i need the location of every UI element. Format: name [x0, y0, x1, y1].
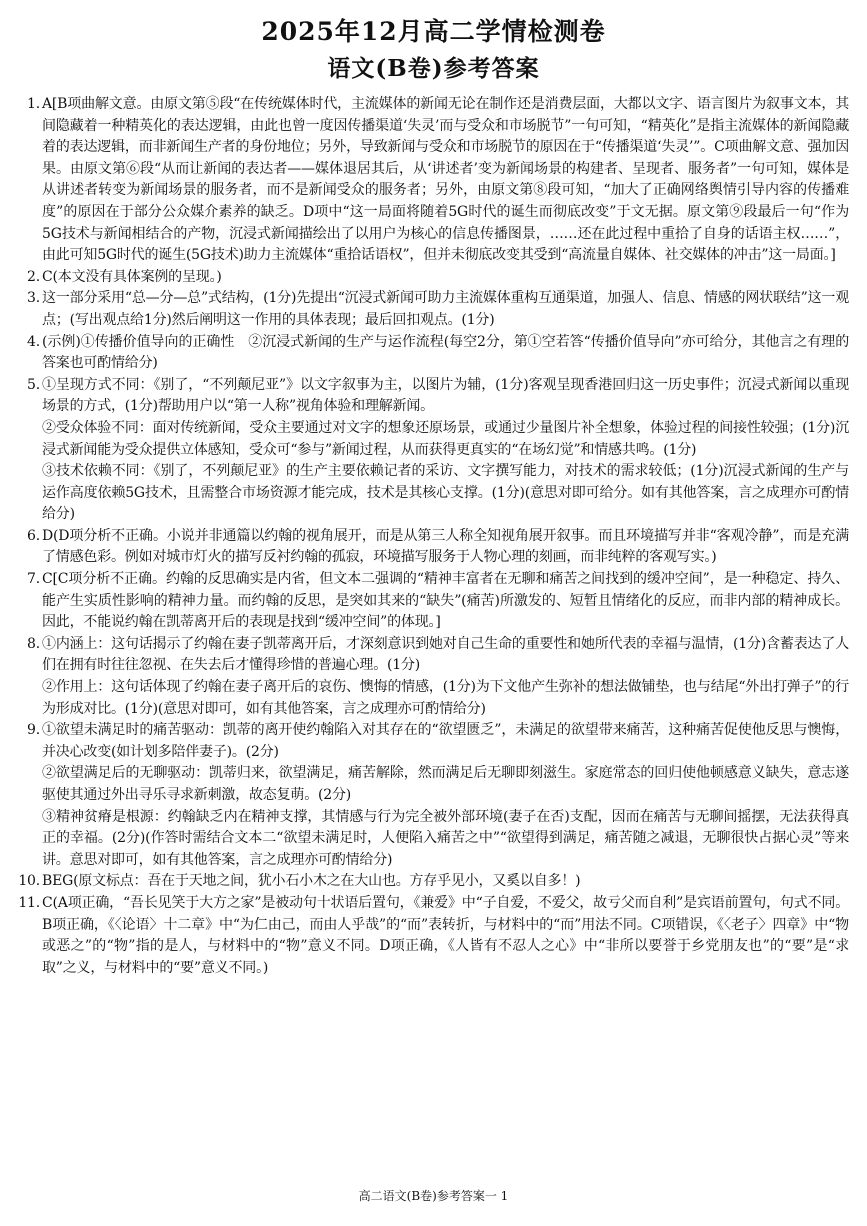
answer-text [42, 288, 849, 331]
answer-paragraph: D(D项分析不正确。小说并非通篇以约翰的视角展开，而是从第三人称全知视角展开叙事。而且环境描写并非“客观冷静”，而是充满了情感色彩。例如对城市灯火的描写反衬约翰的孤寂，环境描写服务于人物心理的刻画，而非纯粹的客观写实。) [42, 527, 849, 566]
answer-text [42, 332, 849, 375]
answer-paragraph: ①欲望未满足时的痛苦驱动：凯蒂的离开使约翰陷入对其存在的“欲望匮乏”，未满足的欲望带来痛苦，这种痛苦促使他反思与懊悔，并决心改变(如计划多陪伴妻子)。(2分) [42, 722, 849, 760]
answer-number: 10. [18, 873, 40, 890]
answer-item [18, 871, 849, 893]
answer-number: 9. [27, 722, 40, 739]
answer-text [42, 267, 849, 289]
answer-paragraph: ②欲望满足后的无聊驱动：凯蒂归来，欲望满足，痛苦解除，然而满足后无聊即刻滋生。家庭常态的回归使他顿感意义缺失，意志遂驱使其通过外出寻乐寻求新刺激，故态复萌。(2分) [42, 765, 849, 803]
answer-number: 7. [27, 571, 40, 588]
answer-paragraph: ①呈现方式不同：《别了，“不列颠尼亚”》以文字叙事为主，以图片为辅，(1分)客观呈现香港回归这一历史事件；沉浸式新闻以重现场景的方式，(1分)帮助用户以“第一人称”视角体验和理解新闻。 [42, 376, 849, 415]
answer-paragraph: A[B项曲解文意。由原文第⑤段“在传统媒体时代，主流媒体的新闻无论在制作还是消费层面，大都以文字、语言图片为叙事文本，其间隐藏着一种精英化的表达逻辑，由此也曾一度因传播渠道‘失灵’而与受众和市场脱节”一句可知，“精英化”是指主流媒体的新闻隐藏着的表达逻辑，而非新闻生产者的身份地位；另外，导致新闻与受众和市场脱节的原因在于“传播渠道‘失灵’”。C项曲解文意、强加因果。由原文第⑥段“从而让新闻的表达者——媒体退居其后，从‘讲述者’变为新闻场景的构建者、呈现者、服务者”一句可知，媒体是从讲述者转变为新闻场景的服务者，而不是新闻受众的服务者；另外，由原文第⑧段可知，“加大了正确网络舆情引导内容的传播难度”的原因在于部分公众媒介素养的缺乏。D项中“这一局面将随着5G时代的诞生而彻底改变”于文无据。原文第⑨段最后一句“作为5G技术与新闻相结合的产物，沉浸式新闻描绘出了以用户为核心的信息传播图景，……还在此过程中重拾了自身的话语主权……”，由此可知5G时代的诞生(5G技术)助力主流媒体“重拾话语权”，但并未彻底改变其受到“高流量自媒体、社交媒体的冲击”这一局面。] [42, 96, 849, 264]
answer-paragraph: C[C项分析不正确。约翰的反思确实是内省，但文本二强调的“精神丰富者在无聊和痛苦之间找到的缓冲空间”，是一种稳定、持久、能产生实质性影响的精神力量。而约翰的反思，是突如其来的“缺失”(痛苦)所激发的、短暂且情绪化的反应，而非内部的精神成长。因此，不能说约翰在凯蒂离开后的表现是找到“缓冲空间”的体现。] [42, 571, 849, 631]
answer-number: 4. [27, 333, 40, 350]
page-subtitle: 语文(B卷)参考答案 [327, 55, 540, 82]
answer-text [42, 720, 849, 871]
answer-paragraph: ③精神贫瘠是根源：约翰缺乏内在精神支撑，其情感与行为完全被外部环境(妻子在否)支配，因而在痛苦与无聊间摇摆，无法获得真正的幸福。(2分)(作答时需结合文本二“欲望未满足时，人便陷入痛苦之中”“欲望得到满足，痛苦随之减退，无聊很快占据心灵”等来讲。意思对即可，如有其他答案，言之成理亦可酌情给分) [42, 808, 849, 868]
answer-paragraph: ①内涵上：这句话揭示了约翰在妻子凯蒂离开后，才深刻意识到她对自己生命的重要性和她所代表的幸福与温情，(1分)含蓄表达了人们在拥有时往往忽视、在失去后才懂得珍惜的普遍心理。(1分) [42, 635, 849, 674]
answer-paragraph: 这一部分采用“总—分—总”式结构，(1分)先提出“沉浸式新闻可助力主流媒体重构互通渠道，加强人、信息、情感的网状联结”这一观点；(写出观点给1分)然后阐明这一作用的具体表现；最后回扣观点。(1分) [42, 290, 849, 328]
page-title: 2025年12月高二学情检测卷 [261, 17, 606, 46]
answer-text [42, 94, 849, 267]
answer-paragraph: (示例)①传播价值导向的正确性 ②沉浸式新闻的生产与运作流程(每空2分，第①空若答“传播价值导向”亦可给分，其他言之有理的答案也可酌情给分) [42, 333, 849, 372]
answer-item [18, 288, 849, 331]
answer-text [42, 375, 849, 526]
answer-item [18, 569, 849, 634]
answer-paragraph: ②作用上：这句话体现了约翰在妻子离开后的哀伤、懊悔的情感，(1分)为下文他产生弥补的想法做铺垫，也与结尾“外出打弹子”的行为形成对比。(1分)(意思对即可，如有其他答案，言之成理亦可酌情给分) [42, 679, 849, 717]
answer-paragraph: BEG(原文标点：吾在于天地之间，犹小石小木之在大山也。方存乎见小，又奚以自多！) [42, 873, 581, 890]
answer-text [42, 526, 849, 569]
answer-item [18, 94, 849, 267]
answer-number: 1. [27, 96, 40, 112]
answer-text [42, 871, 849, 893]
answer-item [18, 893, 849, 979]
answer-paragraph: ②受众体验不同：面对传统新闻，受众主要通过对文字的想象还原场景，或通过少量图片补全想象，体验过程的间接性较强；(1分)沉浸式新闻能为受众提供立体感知，受众可“参与”新闻过程，从而获得更真实的“在场幻觉”和情感共鸣。(1分) [42, 419, 849, 458]
answer-item [18, 267, 849, 289]
answers-list [18, 94, 849, 979]
page-footer: 高二语文(B卷)参考答案一 1 [358, 1189, 509, 1203]
answer-number: 5. [27, 376, 40, 393]
answer-paragraph: C(本文没有具体案例的呈现。) [42, 268, 222, 285]
answer-text [42, 893, 849, 979]
answer-paragraph: C(A项正确，“吾长见笑于大方之家”是被动句十状语后置句，《兼爱》中“子自爱，不爱父，故亏父而自利”是宾语前置句，句式不同。B项正确，《〈论语〉十二章》中“为仁由己，而由人乎哉”的“而”表转折，与材料中的“而”用法不同。C项错误，《〈老子〉四章》中“物或恶之”的“物”指的是人，与材料中的“物”意义不同。D项正确，《人皆有不忍人之心》中“非所以要誉于乡党朋友也”的“要”是“求取”之义，与材料中的“要”意义不同。) [42, 894, 849, 976]
answer-paragraph: ③技术依赖不同：《别了，不列颠尼亚》的生产主要依赖记者的采访、文字撰写能力，对技术的需求较低；(1分)沉浸式新闻的生产与运作高度依赖5G技术，且需整合市场资源才能完成，技术是其核心支撑。(1分)(意思对即可给分。如有其他答案，言之成理亦可酌情给分) [42, 463, 849, 523]
answer-item [18, 526, 849, 569]
answer-item [18, 720, 849, 871]
answer-text [42, 569, 849, 634]
answer-item [18, 634, 849, 720]
answer-number: 11. [18, 894, 40, 911]
answer-number: 6. [27, 527, 40, 544]
answer-number: 2. [27, 268, 40, 285]
answer-text [42, 634, 849, 720]
answer-item [18, 375, 849, 526]
answer-item [18, 332, 849, 375]
answer-number: 8. [27, 635, 40, 652]
answer-number: 3. [27, 290, 40, 307]
